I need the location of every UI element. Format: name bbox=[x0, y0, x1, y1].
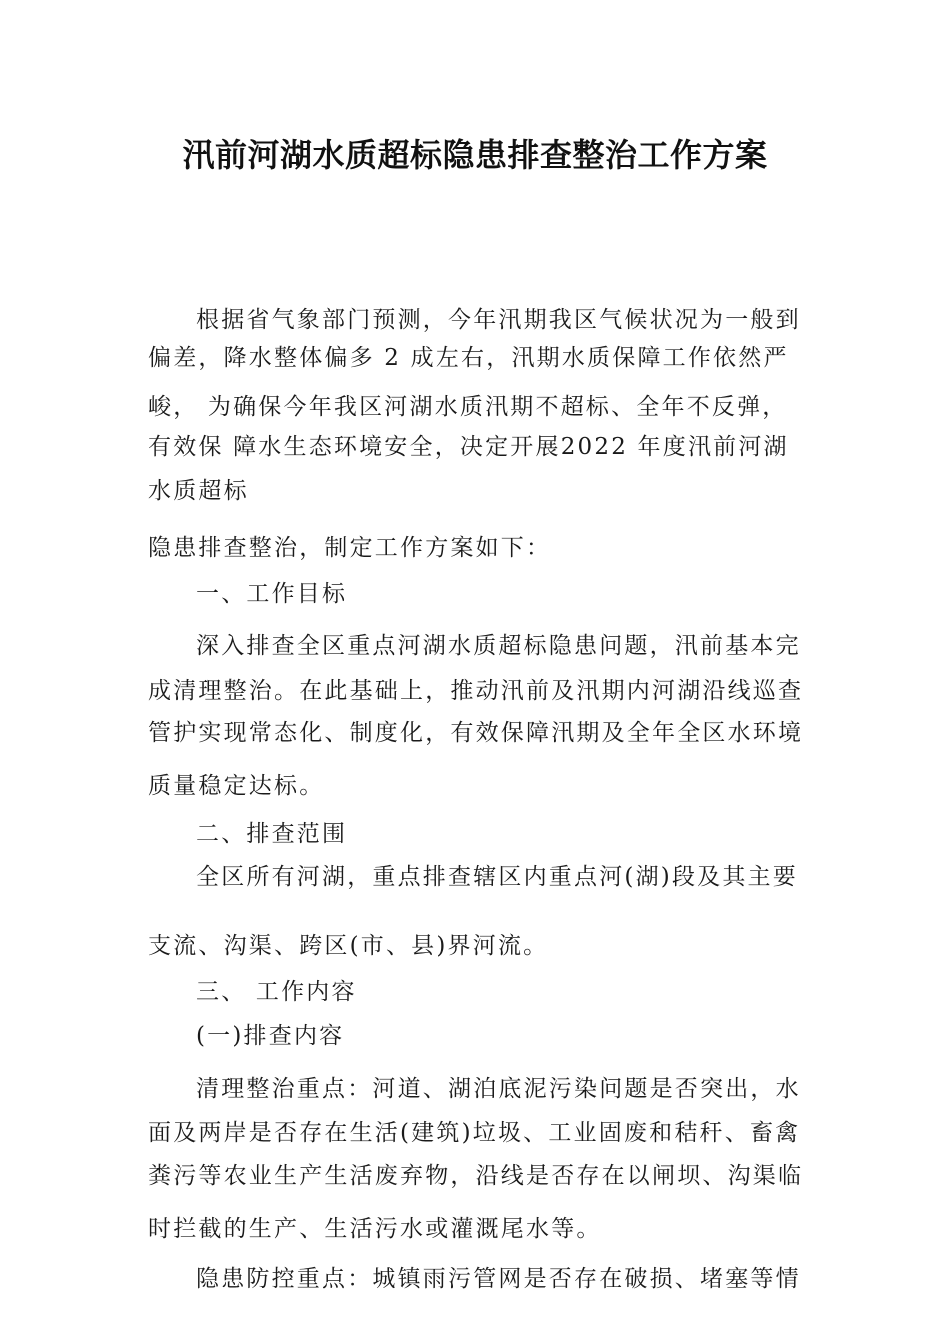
paragraph-line: 深入排查全区重点河湖水质超标隐患问题，汛前基本完 bbox=[196, 633, 801, 659]
paragraph-line: 成清理整治。在此基础上，推动汛前及汛期内河湖沿线巡查 bbox=[148, 678, 804, 704]
paragraph-line: 管护实现常态化、制度化，有效保障汛期及全年全区水环境 bbox=[148, 720, 804, 746]
section-heading: 二、排查范围 bbox=[196, 821, 348, 847]
subsection-heading: (一)排查内容 bbox=[196, 1023, 345, 1049]
paragraph-line: 清理整治重点：河道、湖泊底泥污染问题是否突出，水 bbox=[196, 1076, 801, 1102]
paragraph-line: 有效保 障水生态环境安全，决定开展2022 年度汛前河湖 bbox=[148, 434, 789, 460]
paragraph-line: 根据省气象部门预测，今年汛期我区气候状况为一般到 bbox=[196, 307, 801, 333]
document-title: 汛前河湖水质超标隐患排查整治工作方案 bbox=[182, 136, 768, 174]
section-heading: 一、工作目标 bbox=[196, 581, 348, 607]
paragraph-line: 水质超标 bbox=[148, 478, 249, 504]
paragraph-line: 全区所有河湖，重点排查辖区内重点河(湖)段及其主要 bbox=[196, 864, 798, 890]
paragraph-line: 隐患排查整治，制定工作方案如下： bbox=[148, 535, 552, 561]
paragraph-line: 时拦截的生产、生活污水或灌溉尾水等。 bbox=[148, 1216, 602, 1242]
paragraph-line: 隐患防控重点：城镇雨污管网是否存在破损、堵塞等情 bbox=[196, 1266, 801, 1292]
section-heading: 三、 工作内容 bbox=[196, 979, 357, 1005]
paragraph-line: 质量稳定达标。 bbox=[148, 773, 325, 799]
paragraph-line: 峻， 为确保今年我区河湖水质汛期不超标、全年不反弹， bbox=[148, 394, 788, 420]
paragraph-line: 粪污等农业生产生活废弃物，沿线是否存在以闸坝、沟渠临 bbox=[148, 1163, 804, 1189]
paragraph-line: 面及两岸是否存在生活(建筑)垃圾、工业固废和秸秆、畜禽 bbox=[148, 1120, 801, 1146]
paragraph-line: 支流、沟渠、跨区(市、县)界河流。 bbox=[148, 933, 549, 959]
paragraph-line: 偏差，降水整体偏多 2 成左右，汛期水质保障工作依然严 bbox=[148, 345, 789, 371]
